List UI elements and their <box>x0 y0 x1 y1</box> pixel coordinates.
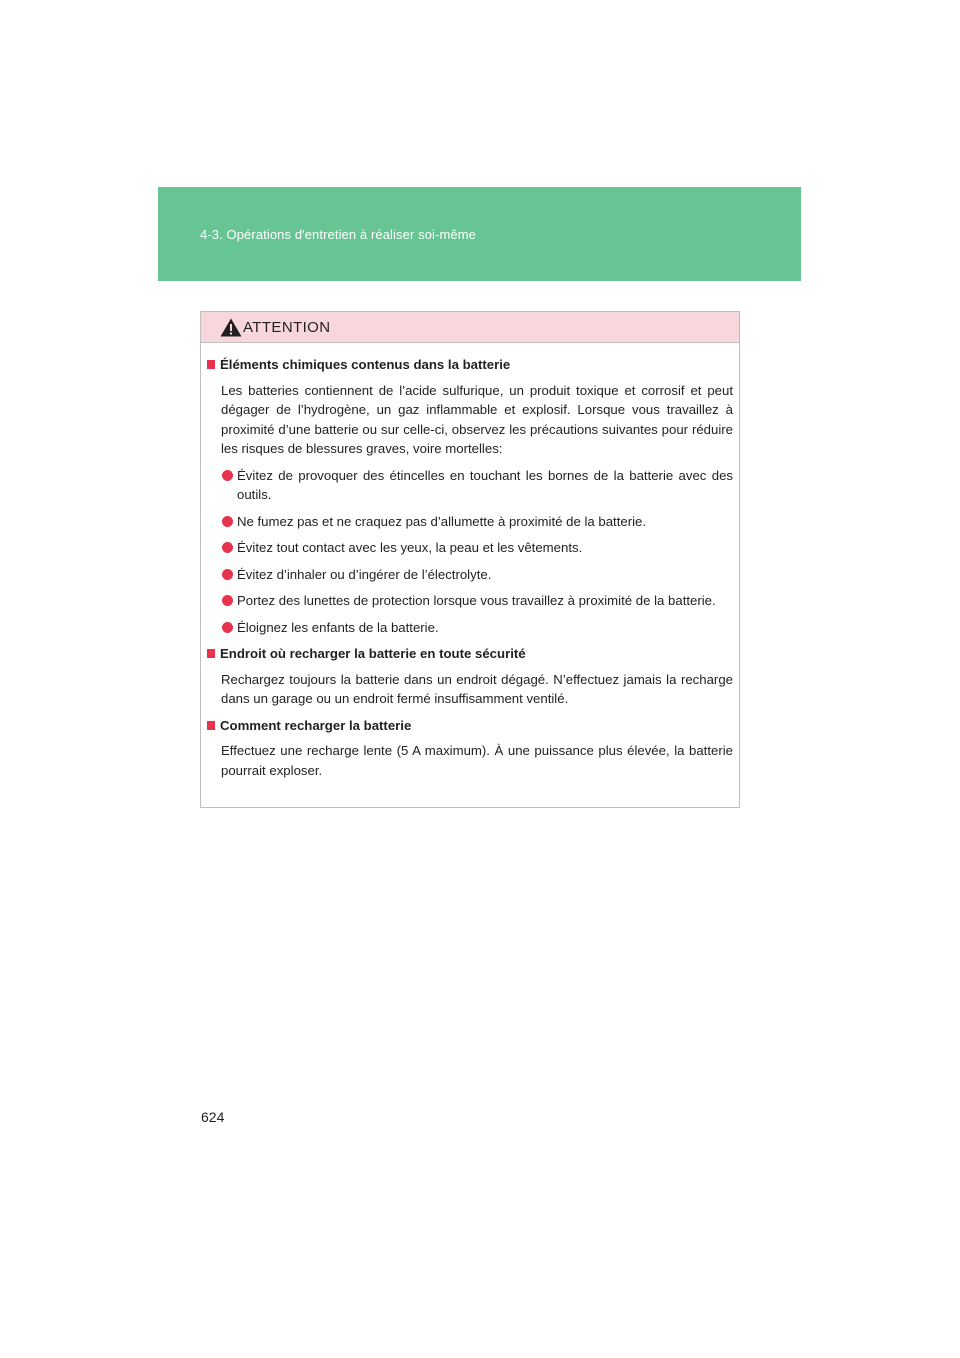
list-item: Évitez d’inhaler ou d’ingérer de l’électrolyte. <box>221 565 733 585</box>
list-item: Évitez de provoquer des étincelles en touchant les bornes de la batterie avec des outils. <box>221 466 733 505</box>
section-header-band <box>158 187 801 281</box>
section-title: 4-3. Opérations d'entretien à réaliser soi-même <box>200 227 476 242</box>
bullet-icon <box>222 542 233 553</box>
list-item: Ne fumez pas et ne craquez pas d’allumette à proximité de la batterie. <box>221 512 733 532</box>
square-bullet-icon <box>207 649 215 658</box>
page-number: 624 <box>201 1109 225 1125</box>
section-heading: Endroit où recharger la batterie en toute sécurité <box>207 644 733 664</box>
square-bullet-icon <box>207 721 215 730</box>
section-paragraph: Les batteries contiennent de l’acide sulfurique, un produit toxique et corrosif et peut dégager de l’hydrogène, un gaz inflammable et explosif. Lorsque vous travaillez à proximité d’une batterie ou sur celle-ci, observez les précautions suivantes pour réduire les risques de blessures graves, voire mortelles: <box>221 382 733 456</box>
bullet-icon <box>222 622 233 633</box>
bullet-icon <box>222 595 233 606</box>
section-heading: Éléments chimiques contenus dans la batterie <box>207 355 733 375</box>
list-item: Évitez tout contact avec les yeux, la peau et les vêtements. <box>221 538 733 558</box>
list-item: Éloignez les enfants de la batterie. <box>221 618 733 638</box>
warning-triangle-icon <box>220 318 242 337</box>
bullet-icon <box>222 470 233 481</box>
warning-header <box>201 312 739 343</box>
warning-box <box>200 311 740 808</box>
warning-body <box>201 343 739 780</box>
bullet-icon <box>222 516 233 527</box>
section-paragraph: Rechargez toujours la batterie dans un endroit dégagé. N’effectuez jamais la recharge dans un garage ou un endroit fermé insuffisamment ventilé. <box>221 671 733 706</box>
bullet-icon <box>222 569 233 580</box>
section-heading: Comment recharger la batterie <box>207 716 733 736</box>
section-paragraph: Effectuez une recharge lente (5 A maximum). À une puissance plus élevée, la batterie pourrait exploser. <box>221 743 733 778</box>
warning-title: ATTENTION <box>243 319 331 336</box>
list-item: Portez des lunettes de protection lorsque vous travaillez à proximité de la batterie. <box>221 591 733 611</box>
square-bullet-icon <box>207 360 215 369</box>
